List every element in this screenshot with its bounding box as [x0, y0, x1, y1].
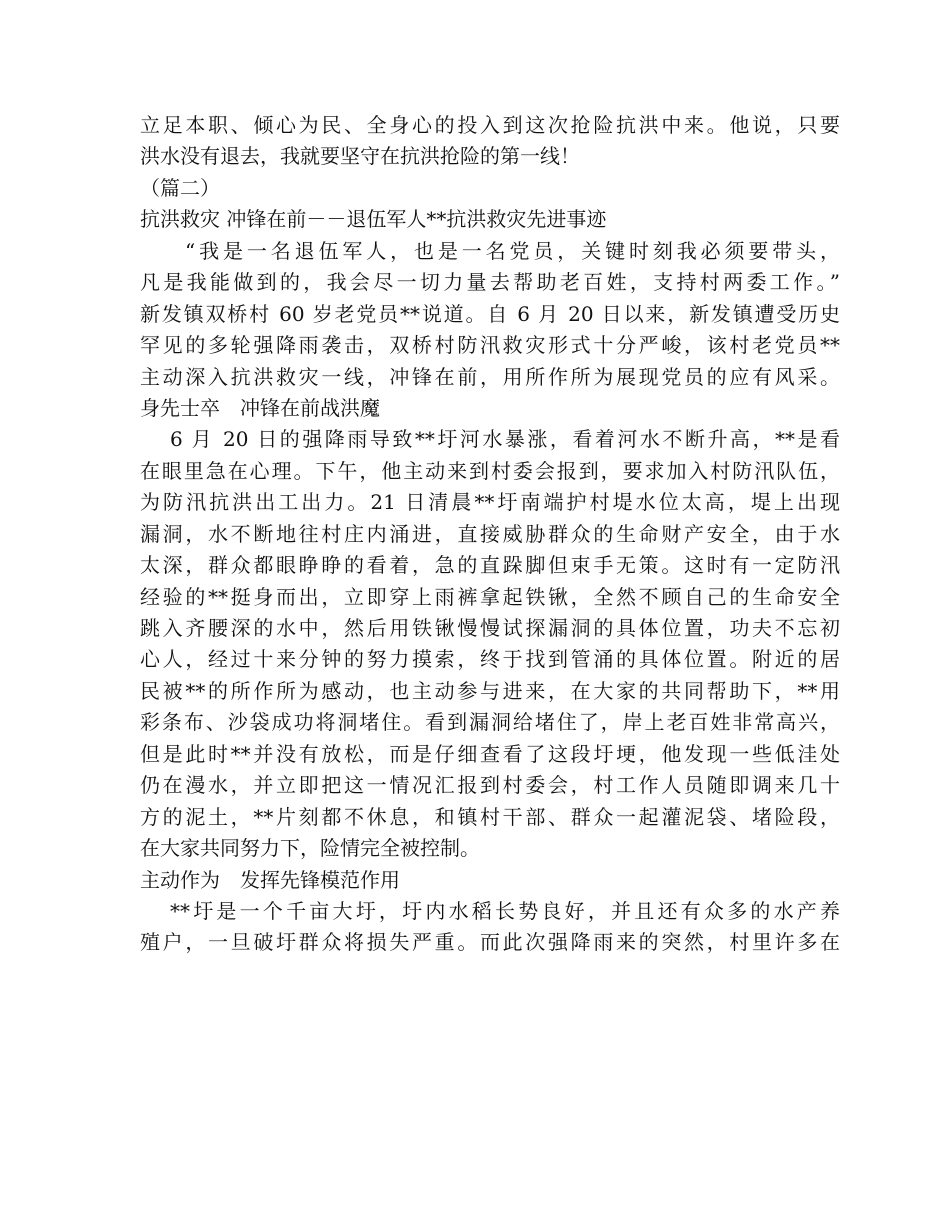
paragraph-line: 罕见的多轮强降雨袭击，双桥村防汛救灾形式十分严峻，该村老党员**: [140, 333, 840, 358]
paragraph-line: 经验的**挺身而出，立即穿上雨裤拿起铁锹，全然不顾自己的生命安全: [140, 584, 840, 609]
paragraph-line: 6 月 20 日的强降雨导致**圩河水暴涨，看着河水不断升高，**是看: [170, 427, 840, 452]
paragraph-line: 立足本职、倾心为民、全身心的投入到这次抢险抗洪中来。他说，只要: [140, 113, 840, 137]
paragraph-line: 凡是我能做到的，我会尽一切力量去帮助老百姓，支持村两委工作。”: [140, 270, 840, 295]
paragraph-line: 民被**的所作所为感动，也主动参与进来，在大家的共同帮助下，**用: [140, 678, 840, 703]
paragraph-line: 仍在漫水，并立即把这一情况汇报到村委会，村工作人员随即调来几十: [140, 773, 840, 798]
paragraph-line: 心人，经过十来分钟的努力摸索，终于找到管涌的具体位置。附近的居: [140, 647, 840, 672]
paragraph-line: 在大家共同努力下，险情完全被控制。: [140, 836, 480, 861]
paragraph-line: 方的泥土，**片刻都不休息，和镇村干部、群众一起灌泥袋、堵险段，: [140, 804, 840, 829]
paragraph-line: 跳入齐腰深的水中，然后用铁锹慢慢试探漏洞的具体位置，功夫不忘初: [140, 616, 840, 640]
paragraph-line: 殖户，一旦破圩群众将损失严重。而此次强降雨来的突然，村里许多在: [140, 930, 840, 955]
paragraph-line: 洪水没有退去，我就要坚守在抗洪抢险的第一线！: [140, 144, 580, 169]
paragraph-line: 为防汛抗洪出工出力。21 日清晨**圩南端护村堤水位太高，堤上出现: [140, 490, 840, 515]
paragraph-line: 太深，群众都眼睁睁的看着，急的直跺脚但束手无策。这时有一定防汛: [140, 553, 840, 578]
paragraph-line: 主动深入抗洪救灾一线，冲锋在前，用所作所为展现党员的应有风采。: [140, 364, 840, 389]
paragraph-line: **圩是一个千亩大圩，圩内水稻长势良好，并且还有众多的水产养: [170, 898, 840, 923]
section-heading: 主动作为 发挥先锋模范作用: [140, 867, 400, 892]
paragraph-line: 但是此时**并没有放松，而是仔细查看了这段圩埂，他发现一些低洼处: [140, 741, 840, 766]
paragraph-line: 漏洞，水不断地往村庄内涌进，直接威胁群众的生命财产安全，由于水: [140, 521, 840, 546]
section-label: （篇二）: [140, 175, 220, 200]
document-body: [140, 110, 840, 959]
paragraph-line: 新发镇双桥村 60 岁老党员**说道。自 6 月 20 日以来，新发镇遭受历史: [140, 301, 840, 326]
article-title: 抗洪救灾 冲锋在前－－退伍军人**抗洪救灾先进事迹: [140, 207, 607, 232]
section-heading: 身先士卒 冲锋在前战洪魔: [140, 395, 380, 420]
paragraph-line: 在眼里急在心理。下午，他主动来到村委会报到，要求加入村防汛队伍，: [140, 458, 840, 483]
paragraph-line: 彩条布、沙袋成功将洞堵住。看到漏洞给堵住了，岸上老百姓非常高兴，: [140, 710, 840, 735]
paragraph-line: “我是一名退伍军人，也是一名党员，关键时刻我必须要带头，: [185, 238, 840, 263]
